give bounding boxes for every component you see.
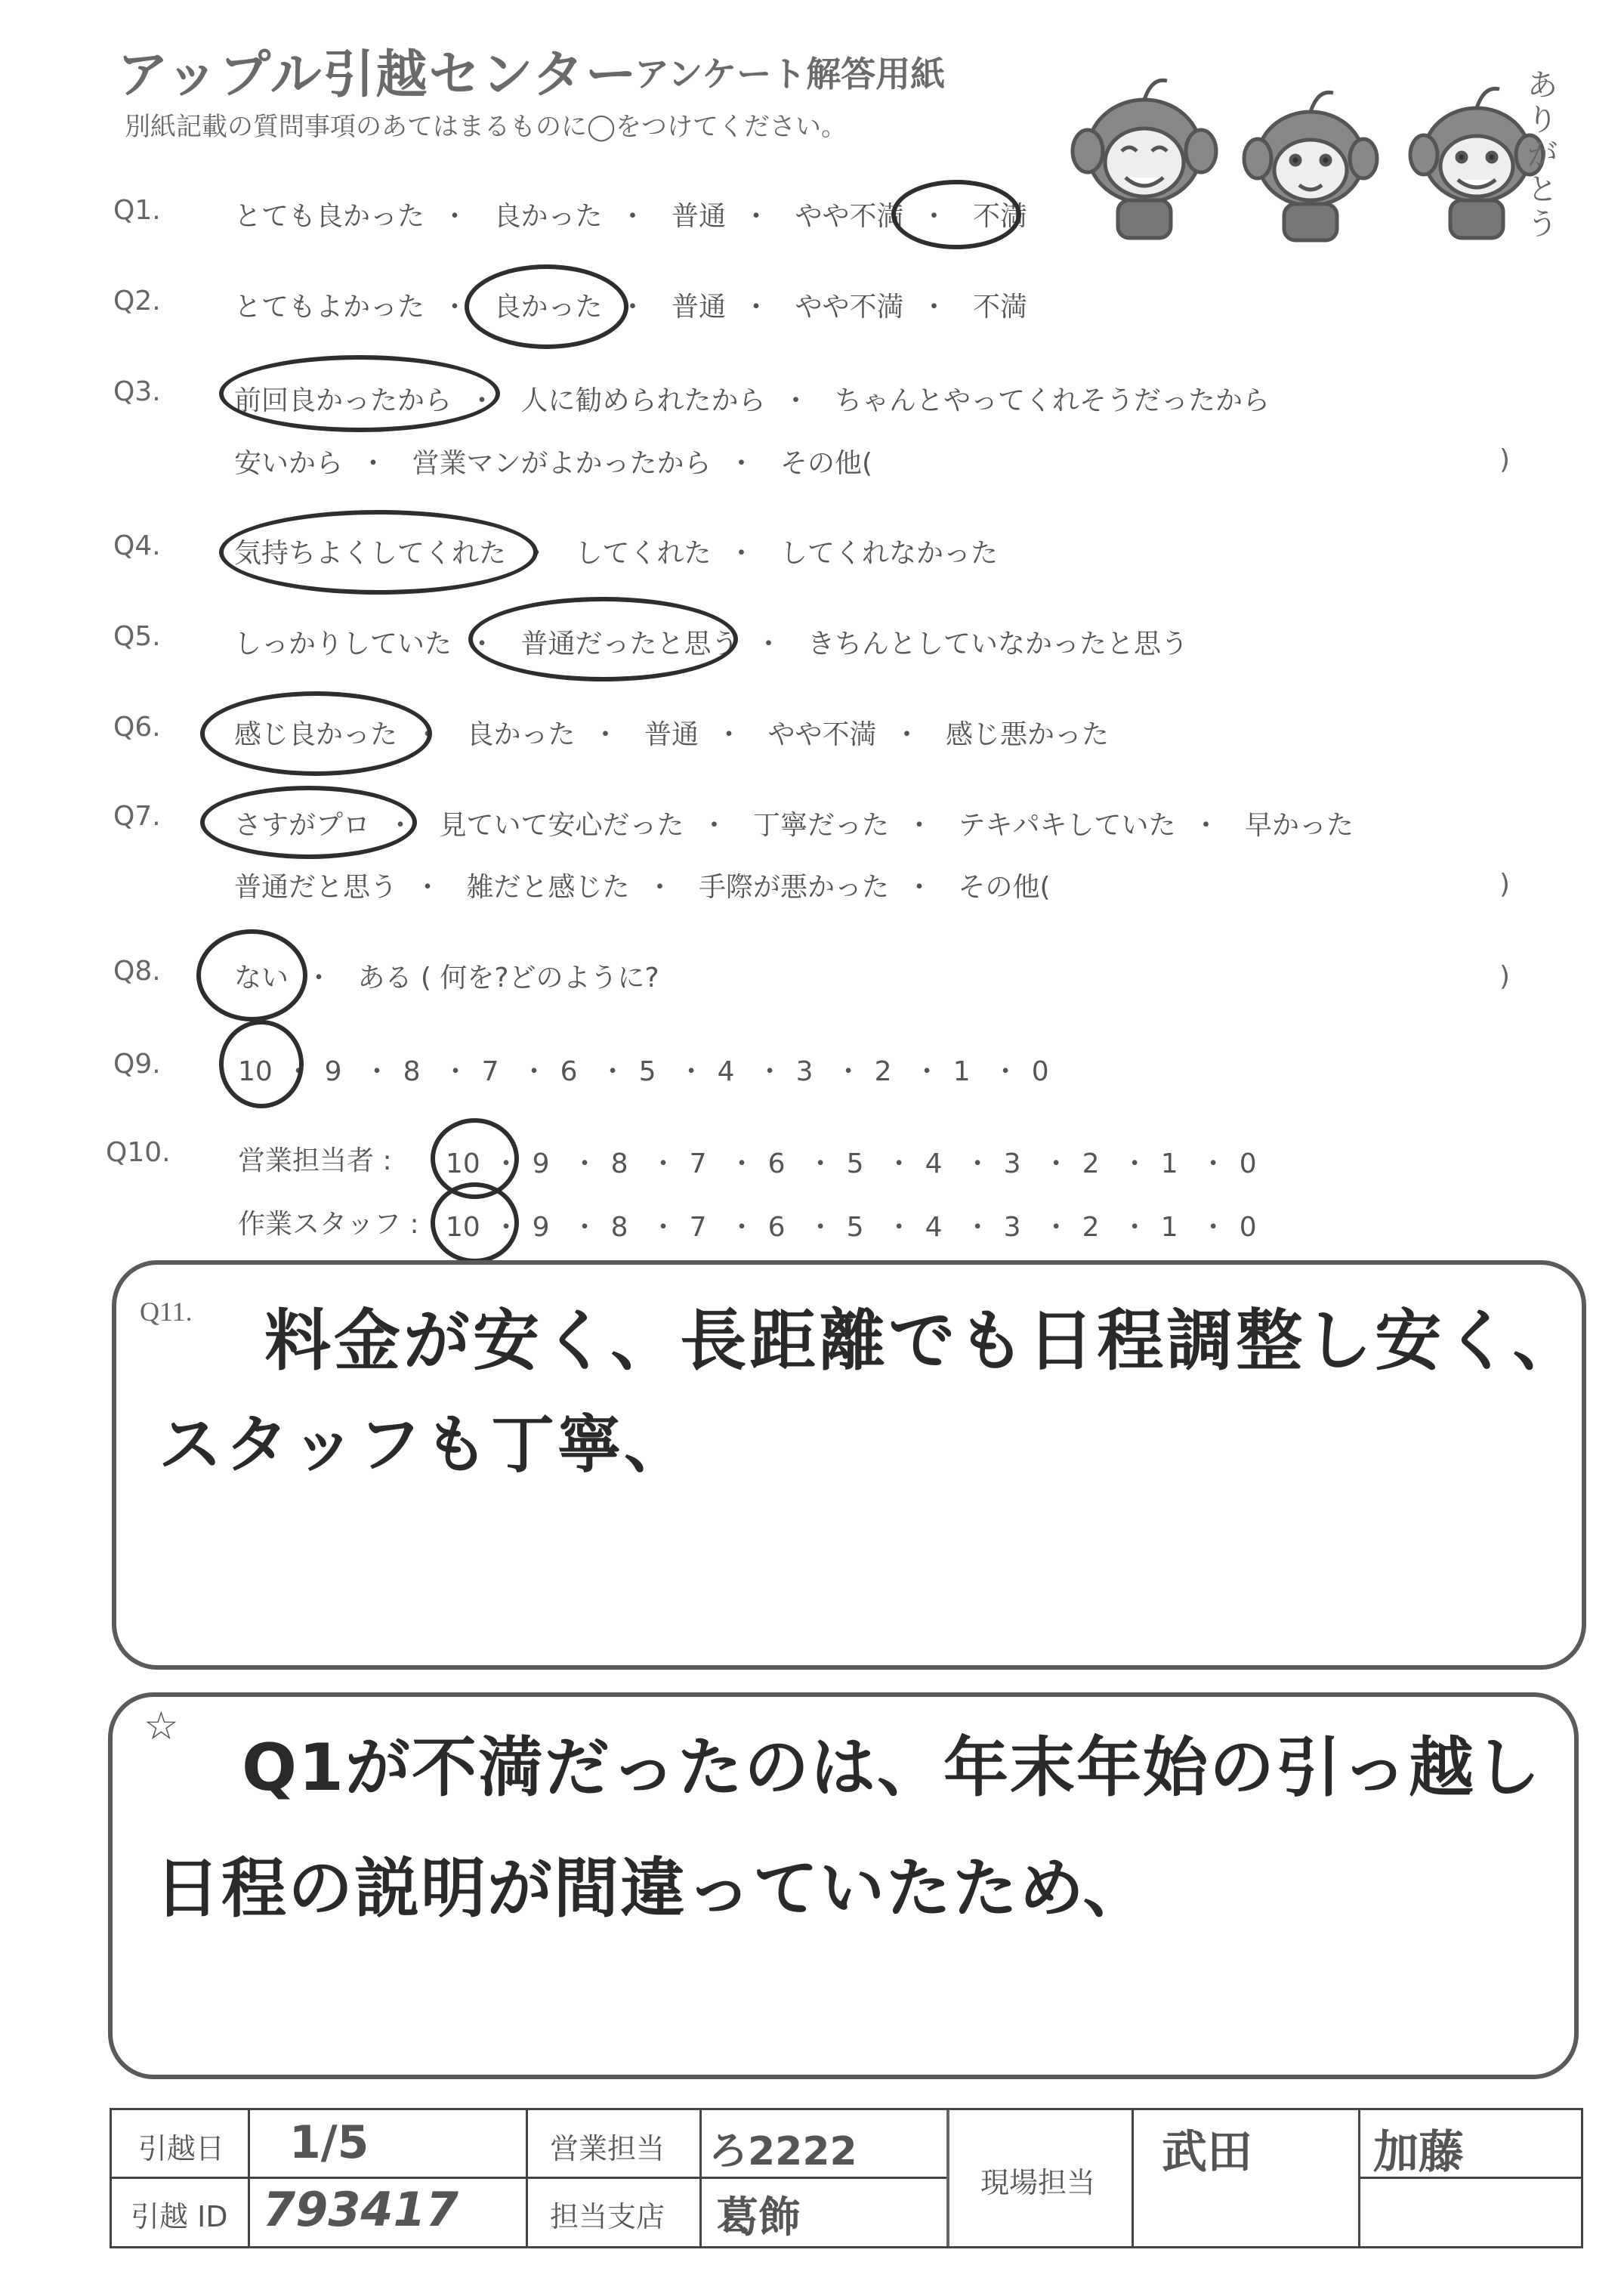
q9-separator: ・ [599, 1056, 627, 1087]
q10-staff-separator: ・ [650, 1212, 678, 1243]
q9-separator: ・ [756, 1056, 784, 1087]
q8-label: Q8. [113, 956, 161, 987]
q9-score-6[interactable]: 6 [560, 1056, 578, 1087]
q3-option-1[interactable]: 前回良かったから [234, 385, 452, 416]
q10-sales-score-6[interactable]: 6 [767, 1148, 786, 1179]
q10-staff-score-4[interactable]: 4 [925, 1212, 943, 1243]
sales-rep-value[interactable]: ろ2222 [709, 2129, 857, 2174]
q4-option-1[interactable]: 気持ちよくしてくれた [234, 538, 507, 569]
q2-options: とてもよかった ・ 良かった ・ 普通 ・ やや不満 ・ 不満 [234, 286, 1036, 324]
q10-staff-separator: ・ [728, 1212, 756, 1243]
q7-option-6[interactable]: 普通だと思う [234, 872, 398, 903]
q3-options: 前回良かったから ・ 人に勧められたから ・ ちゃんとやってくれそうだったから [234, 379, 1279, 418]
q10-staff-scale [446, 1206, 1274, 1244]
form-instruction: 別紙記載の質問事項のあてはまるものに◯をつけてください。 [125, 112, 848, 142]
q6-options: 感じ良かった ・ 良かった ・ 普通 ・ やや不満 ・ 感じ悪かった [234, 713, 1118, 752]
field-staff-2-value[interactable]: 加藤 [1373, 2126, 1464, 2179]
q9-separator: ・ [835, 1056, 863, 1087]
q8-option-1[interactable]: ない [234, 963, 289, 994]
q6-option-4[interactable]: やや不満 [767, 719, 877, 750]
q7-label: Q7. [113, 801, 161, 832]
q3-options-row2: 安いから ・ 営業マンがよかったから ・ その他( [234, 442, 881, 481]
q10-sales-score-4[interactable]: 4 [925, 1148, 943, 1179]
q10-sales-separator: ・ [1199, 1148, 1227, 1179]
q6-label: Q6. [113, 712, 161, 743]
q10-staff-label: 作業スタッフ : [238, 1209, 419, 1240]
q4-selection-circle [219, 510, 538, 595]
q7-option-2[interactable]: 見ていて安心だった [439, 810, 684, 841]
q10-sales-score-1[interactable]: 1 [1160, 1148, 1178, 1179]
q10-sales-score-7[interactable]: 7 [689, 1148, 707, 1179]
thanks-text: ありがとう [1527, 68, 1558, 242]
note-line-1: Q1が不満だったのは、年末年始の引っ越し [242, 1730, 1542, 1806]
q7-option-7[interactable]: 雑だと感じた [466, 872, 630, 903]
q10-staff-separator: ・ [885, 1212, 913, 1243]
q11-answer-line-2: スタッフも丁寧、 [159, 1408, 691, 1482]
q8-option-2[interactable]: ある ( 何を?どのように? [357, 963, 659, 994]
q10-sales-score-5[interactable]: 5 [846, 1148, 864, 1179]
q7-option-4[interactable]: テキパキしていた [958, 810, 1176, 841]
q9-separator: ・ [520, 1056, 548, 1087]
q10-staff-score-7[interactable]: 7 [689, 1212, 707, 1243]
q8-paren-close: ) [1499, 961, 1511, 992]
q7-paren-close: ) [1499, 869, 1511, 900]
q9-score-8[interactable]: 8 [403, 1056, 421, 1087]
q9-separator: ・ [442, 1056, 470, 1087]
q10-staff-score-1[interactable]: 1 [1160, 1212, 1178, 1243]
q5-options: しっかりしていた ・ 普通だったと思う ・ きちんとしていなかったと思う [234, 623, 1197, 661]
q7-option-1[interactable]: さすがプロ [234, 810, 371, 841]
q5-option-3[interactable]: きちんとしていなかったと思う [807, 629, 1188, 660]
q10-staff-separator: ・ [1042, 1212, 1070, 1243]
q7-options-row2: 普通だと思う ・ 雑だと感じた ・ 手際が悪かった ・ その他( [234, 866, 1060, 904]
q3-label: Q3. [113, 376, 161, 407]
q10-sales-separator: ・ [650, 1148, 678, 1179]
q10-staff-separator: ・ [1121, 1212, 1149, 1243]
q9-score-3[interactable]: 3 [795, 1056, 814, 1087]
move-id-label: 引越 ID [131, 2200, 228, 2233]
q10-sales-score-0[interactable]: 0 [1239, 1148, 1257, 1179]
q4-option-3[interactable]: してくれなかった [780, 538, 998, 569]
q10-sales-separator: ・ [807, 1148, 835, 1179]
q7-option-3[interactable]: 丁寧だった [752, 810, 889, 841]
q2-option-5[interactable]: 不満 [972, 292, 1027, 323]
q9-separator: ・ [992, 1056, 1020, 1087]
q3-option-5[interactable]: 営業マンがよかったから [412, 448, 712, 479]
q5-option-2[interactable]: 普通だったと思う [520, 629, 739, 660]
q10-staff-separator: ・ [1199, 1212, 1227, 1243]
q2-option-1[interactable]: とてもよかった [234, 292, 425, 323]
q7-option-other[interactable]: その他( [958, 872, 1051, 903]
q10-staff-score-9[interactable]: 9 [532, 1212, 550, 1243]
q10-staff-score-8[interactable]: 8 [610, 1212, 628, 1243]
q10-sales-separator: ・ [1121, 1148, 1149, 1179]
q10-staff-score-10[interactable]: 10 [446, 1212, 480, 1243]
q10-sales-score-3[interactable]: 3 [1003, 1148, 1021, 1179]
q1-label: Q1. [113, 195, 161, 226]
q6-selection-circle [200, 691, 432, 776]
q9-score-4[interactable]: 4 [717, 1056, 735, 1087]
q3-option-4[interactable]: 安いから [234, 448, 344, 479]
q10-staff-separator: ・ [492, 1212, 520, 1243]
q2-option-4[interactable]: やや不満 [795, 292, 904, 323]
q9-separator: ・ [678, 1056, 705, 1087]
q2-option-3[interactable]: 普通 [671, 292, 726, 323]
q2-selection-circle [465, 264, 628, 349]
q10-sales-scale [446, 1142, 1274, 1181]
q10-sales-separator: ・ [964, 1148, 992, 1179]
form-subtitle: アンケート解答用紙 [634, 54, 946, 94]
q9-label: Q9. [113, 1049, 161, 1080]
q10-staff-separator: ・ [571, 1212, 599, 1243]
q10-label: Q10. [106, 1137, 171, 1168]
q5-label: Q5. [113, 621, 161, 652]
move-date-value[interactable]: 1/5 [289, 2116, 369, 2169]
q10-staff-score-6[interactable]: 6 [767, 1212, 786, 1243]
q9-separator: ・ [285, 1056, 313, 1087]
field-staff-label: 現場担当 [980, 2166, 1096, 2199]
q1-option-3[interactable]: 普通 [671, 201, 726, 232]
q9-score-9[interactable]: 9 [324, 1056, 342, 1087]
q10-staff-score-0[interactable]: 0 [1239, 1212, 1257, 1243]
q1-options: とても良かった ・ 良かった ・ 普通 ・ やや不満 ・ 不満 [234, 195, 1036, 233]
q1-option-1[interactable]: とても良かった [234, 201, 425, 232]
q7-selection-circle [200, 786, 417, 859]
q11-label: Q11. [140, 1296, 193, 1327]
q2-option-2[interactable]: 良かった [493, 292, 603, 323]
q1-option-2[interactable]: 良かった [493, 201, 603, 232]
sales-rep-label: 営業担当 [550, 2132, 665, 2165]
monkey-mascots-illustration [1057, 45, 1571, 249]
q9-separator: ・ [913, 1056, 941, 1087]
q5-option-1[interactable]: しっかりしていた [234, 629, 452, 660]
q10-staff-score-2[interactable]: 2 [1082, 1212, 1100, 1243]
q10-staff-score-5[interactable]: 5 [846, 1212, 864, 1243]
q10-sales-score-9[interactable]: 9 [532, 1148, 550, 1179]
q10-sales-score-8[interactable]: 8 [610, 1148, 628, 1179]
q10-sales-separator: ・ [1042, 1148, 1070, 1179]
q6-option-1[interactable]: 感じ良かった [234, 719, 398, 750]
q10-sales-separator: ・ [571, 1148, 599, 1179]
move-id-value[interactable]: 793417 [263, 2182, 458, 2237]
q8-options: ない ・ ある ( 何を?どのように? [234, 956, 668, 995]
q9-separator: ・ [363, 1056, 391, 1087]
footer-info-table [110, 2108, 1583, 2248]
q7-option-5[interactable]: 早かった [1244, 810, 1354, 841]
form-title: アップル引越センター [117, 45, 638, 105]
q1-selection-circle [891, 180, 1021, 249]
q9-score-0[interactable]: 0 [1031, 1056, 1049, 1087]
q9-score-10[interactable]: 10 [238, 1056, 273, 1087]
branch-value[interactable]: 葛飾 [716, 2193, 801, 2242]
q10-sales-score-2[interactable]: 2 [1082, 1148, 1100, 1179]
q10-staff-separator: ・ [807, 1212, 835, 1243]
q9-score-5[interactable]: 5 [638, 1056, 656, 1087]
q1-option-5[interactable]: 不満 [972, 201, 1027, 232]
q4-option-2[interactable]: してくれた [575, 538, 712, 569]
q3-selection-circle [219, 355, 500, 432]
branch-label: 担当支店 [550, 2200, 665, 2233]
note-line-2: 日程の説明が間違っていたため、 [155, 1851, 1150, 1927]
move-date-label: 引越日 [138, 2132, 225, 2165]
q10-sales-label: 営業担当者 : [238, 1145, 392, 1176]
star-icon: ☆ [144, 1704, 179, 1749]
q10-sales-separator: ・ [492, 1148, 520, 1179]
q4-label: Q4. [113, 530, 161, 561]
q7-options: さすがプロ ・ 見ていて安心だった ・ 丁寧だった ・ テキパキしていた ・ 早かった [234, 804, 1363, 842]
q10-sales-separator: ・ [885, 1148, 913, 1179]
q7-option-8[interactable]: 手際が悪かった [698, 872, 889, 903]
q3-option-3[interactable]: ちゃんとやってくれそうだったから [834, 385, 1270, 416]
field-staff-1-value[interactable]: 武田 [1162, 2126, 1252, 2179]
q5-selection-circle [468, 597, 738, 681]
q3-option-other[interactable]: その他( [780, 448, 873, 479]
q9-selection-circle [219, 1020, 304, 1108]
q3-paren-close: ) [1499, 444, 1511, 475]
q9-score-7[interactable]: 7 [481, 1056, 499, 1087]
q2-label: Q2. [113, 286, 161, 317]
q10-staff-score-3[interactable]: 3 [1003, 1212, 1021, 1243]
q6-option-5[interactable]: 感じ悪かった [945, 719, 1109, 750]
q4-options: 気持ちよくしてくれた ・ してくれた ・ してくれなかった [234, 532, 1007, 570]
q9-scale [238, 1050, 1066, 1089]
q6-option-2[interactable]: 良かった [466, 719, 576, 750]
q8-selection-circle [196, 929, 307, 1021]
q10-staff-selection-circle [431, 1182, 519, 1263]
q10-staff-separator: ・ [964, 1212, 992, 1243]
q9-score-1[interactable]: 1 [952, 1056, 971, 1087]
q6-option-3[interactable]: 普通 [644, 719, 699, 750]
q10-sales-score-10[interactable]: 10 [446, 1148, 480, 1179]
q1-option-4[interactable]: やや不満 [795, 201, 904, 232]
q10-sales-separator: ・ [728, 1148, 756, 1179]
q11-answer-line-1: 料金が安く、長距離でも日程調整し安く、 [264, 1302, 1582, 1380]
q3-option-2[interactable]: 人に勧められたから [520, 385, 766, 416]
q9-score-2[interactable]: 2 [874, 1056, 892, 1087]
